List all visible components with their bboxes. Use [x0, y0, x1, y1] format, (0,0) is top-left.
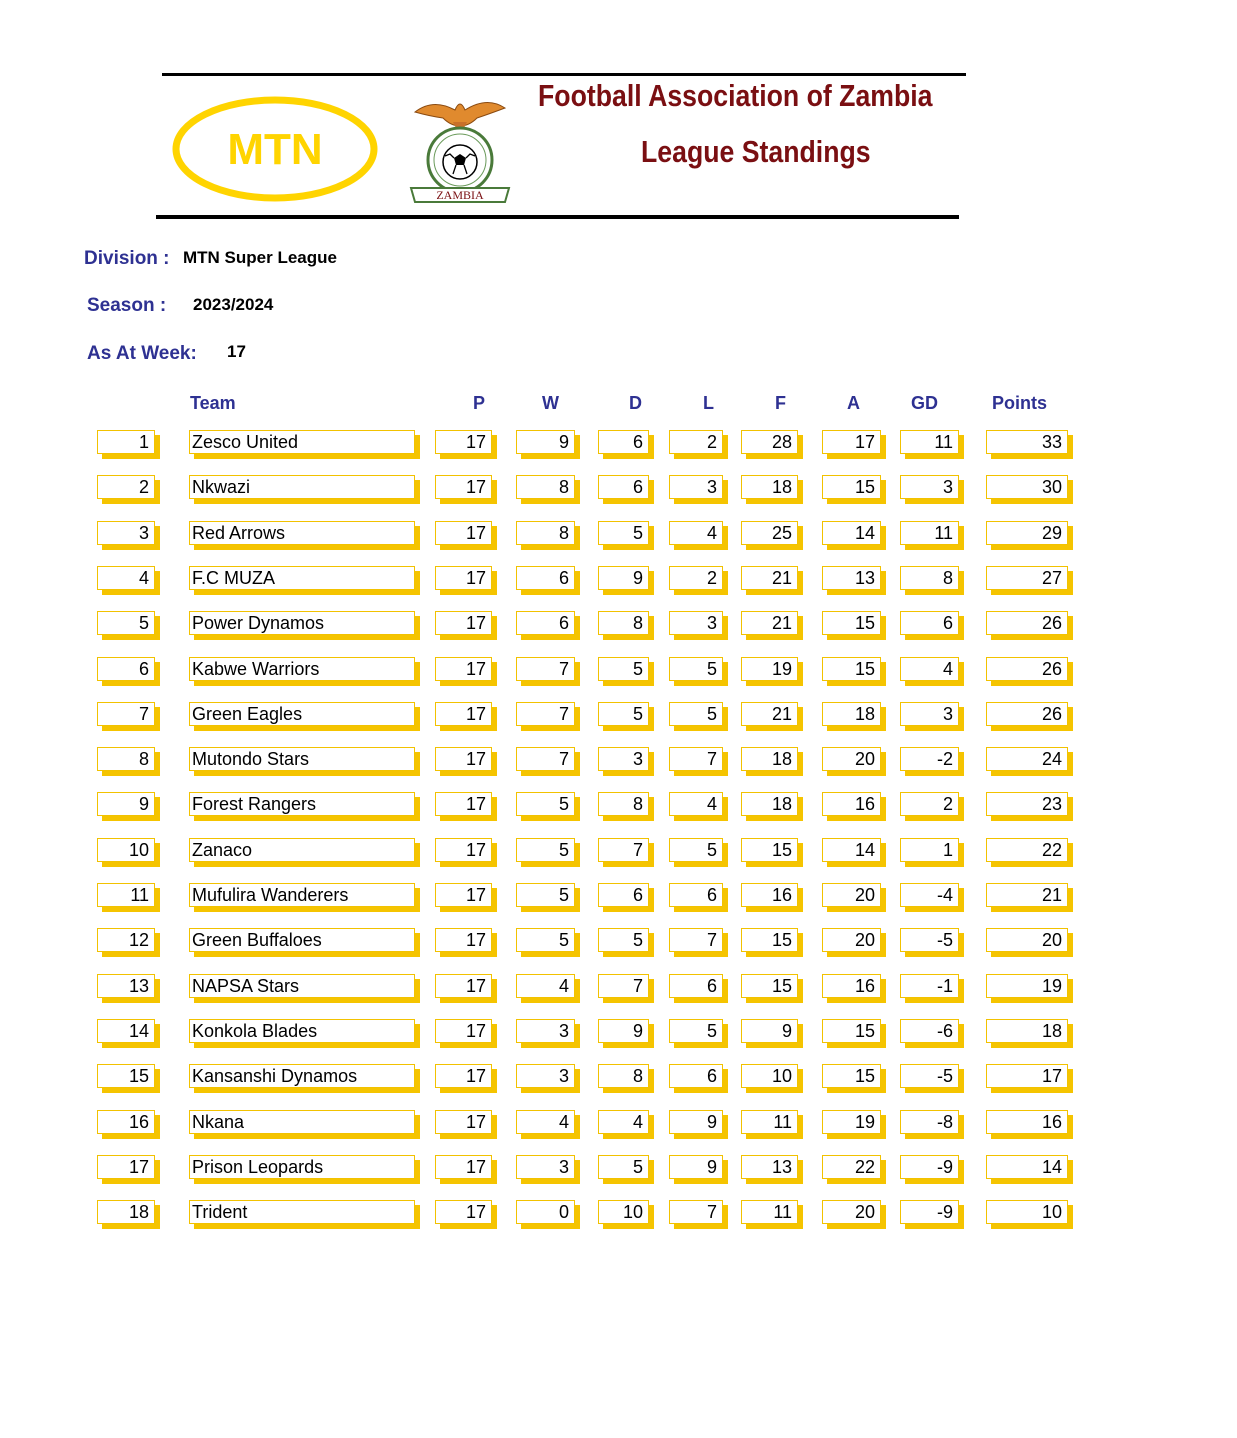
points-cell: 27: [986, 566, 1068, 590]
drawn-cell: 3: [598, 747, 649, 771]
position-cell: 14: [97, 1019, 155, 1043]
goals-for-cell: 10: [741, 1064, 798, 1088]
won-cell: 3: [516, 1064, 575, 1088]
points-cell: 18: [986, 1019, 1068, 1043]
drawn-cell: 6: [598, 430, 649, 454]
won-cell: 3: [516, 1019, 575, 1043]
goal-difference-cell: -2: [900, 747, 959, 771]
header-rule-bottom: [156, 215, 959, 219]
points-cell: 26: [986, 611, 1068, 635]
won-cell: 8: [516, 475, 575, 499]
points-cell: 16: [986, 1110, 1068, 1134]
goal-difference-cell: 3: [900, 475, 959, 499]
drawn-cell: 9: [598, 566, 649, 590]
won-cell: 9: [516, 430, 575, 454]
goal-difference-cell: -5: [900, 1064, 959, 1088]
drawn-cell: 4: [598, 1110, 649, 1134]
played-cell: 17: [435, 566, 492, 590]
goals-against-cell: 15: [822, 611, 881, 635]
position-cell: 17: [97, 1155, 155, 1179]
team-name-cell: Nkana: [189, 1110, 415, 1134]
lost-cell: 5: [669, 657, 723, 681]
goal-difference-cell: -9: [900, 1200, 959, 1224]
goals-for-cell: 21: [741, 611, 798, 635]
won-cell: 0: [516, 1200, 575, 1224]
points-cell: 30: [986, 475, 1068, 499]
goals-for-cell: 19: [741, 657, 798, 681]
team-name-cell: Zanaco: [189, 838, 415, 862]
goal-difference-cell: -6: [900, 1019, 959, 1043]
goals-against-cell: 13: [822, 566, 881, 590]
played-cell: 17: [435, 521, 492, 545]
goal-difference-cell: 11: [900, 521, 959, 545]
points-cell: 17: [986, 1064, 1068, 1088]
goals-against-cell: 14: [822, 521, 881, 545]
position-cell: 10: [97, 838, 155, 862]
goal-difference-cell: -9: [900, 1155, 959, 1179]
won-cell: 5: [516, 838, 575, 862]
points-cell: 23: [986, 792, 1068, 816]
team-name-cell: Konkola Blades: [189, 1019, 415, 1043]
drawn-cell: 8: [598, 611, 649, 635]
week-value: 17: [227, 342, 246, 361]
col-header-drawn: D: [629, 393, 642, 413]
played-cell: 17: [435, 928, 492, 952]
lost-cell: 7: [669, 1200, 723, 1224]
goal-difference-cell: -1: [900, 974, 959, 998]
team-name-cell: Mufulira Wanderers: [189, 883, 415, 907]
goal-difference-cell: 3: [900, 702, 959, 726]
goals-against-cell: 20: [822, 747, 881, 771]
played-cell: 17: [435, 1064, 492, 1088]
goals-for-cell: 18: [741, 792, 798, 816]
played-cell: 17: [435, 657, 492, 681]
lost-cell: 3: [669, 611, 723, 635]
position-cell: 5: [97, 611, 155, 635]
col-header-points: Points: [992, 393, 1048, 413]
won-cell: 7: [516, 747, 575, 771]
faz-crest-logo: [403, 92, 517, 208]
goal-difference-cell: 8: [900, 566, 959, 590]
drawn-cell: 6: [598, 883, 649, 907]
won-cell: 6: [516, 611, 575, 635]
week-label: As At Week:: [87, 343, 197, 364]
won-cell: 3: [516, 1155, 575, 1179]
drawn-cell: 5: [598, 521, 649, 545]
drawn-cell: 8: [598, 792, 649, 816]
team-name-cell: Kansanshi Dynamos: [189, 1064, 415, 1088]
drawn-cell: 6: [598, 475, 649, 499]
team-name-cell: Red Arrows: [189, 521, 415, 545]
goals-for-cell: 18: [741, 475, 798, 499]
goals-against-cell: 18: [822, 702, 881, 726]
position-cell: 15: [97, 1064, 155, 1088]
points-cell: 29: [986, 521, 1068, 545]
position-cell: 6: [97, 657, 155, 681]
won-cell: 5: [516, 792, 575, 816]
lost-cell: 9: [669, 1110, 723, 1134]
goals-for-cell: 13: [741, 1155, 798, 1179]
goals-for-cell: 11: [741, 1200, 798, 1224]
goals-for-cell: 15: [741, 928, 798, 952]
lost-cell: 5: [669, 838, 723, 862]
team-name-cell: Zesco United: [189, 430, 415, 454]
won-cell: 5: [516, 928, 575, 952]
col-header-won: W: [542, 393, 559, 413]
col-header-goal-difference: GD: [911, 393, 938, 413]
played-cell: 17: [435, 838, 492, 862]
team-name-cell: Power Dynamos: [189, 611, 415, 635]
col-header-played: P: [473, 393, 486, 413]
drawn-cell: 8: [598, 1064, 649, 1088]
played-cell: 17: [435, 1155, 492, 1179]
goals-against-cell: 15: [822, 1064, 881, 1088]
goals-against-cell: 16: [822, 792, 881, 816]
goals-against-cell: 22: [822, 1155, 881, 1179]
lost-cell: 4: [669, 521, 723, 545]
mtn-logo-text: MTN: [227, 125, 323, 174]
goals-against-cell: 19: [822, 1110, 881, 1134]
played-cell: 17: [435, 747, 492, 771]
team-name-cell: Trident: [189, 1200, 415, 1224]
lost-cell: 4: [669, 792, 723, 816]
lost-cell: 6: [669, 883, 723, 907]
played-cell: 17: [435, 702, 492, 726]
season-label: Season :: [87, 295, 167, 316]
drawn-cell: 7: [598, 838, 649, 862]
faz-crest-text: ZAMBIA: [436, 188, 484, 202]
goals-against-cell: 14: [822, 838, 881, 862]
position-cell: 18: [97, 1200, 155, 1224]
played-cell: 17: [435, 883, 492, 907]
played-cell: 17: [435, 1200, 492, 1224]
col-header-against: A: [847, 393, 860, 413]
col-header-lost: L: [703, 393, 714, 413]
goals-for-cell: 15: [741, 838, 798, 862]
goal-difference-cell: 6: [900, 611, 959, 635]
points-cell: 21: [986, 883, 1068, 907]
team-name-cell: Forest Rangers: [189, 792, 415, 816]
goals-against-cell: 15: [822, 657, 881, 681]
drawn-cell: 9: [598, 1019, 649, 1043]
goals-against-cell: 15: [822, 475, 881, 499]
mtn-logo: [172, 96, 378, 202]
points-cell: 19: [986, 974, 1068, 998]
played-cell: 17: [435, 611, 492, 635]
col-header-for: F: [775, 393, 786, 413]
goals-for-cell: 18: [741, 747, 798, 771]
played-cell: 17: [435, 792, 492, 816]
won-cell: 5: [516, 883, 575, 907]
goals-against-cell: 20: [822, 928, 881, 952]
goal-difference-cell: 2: [900, 792, 959, 816]
goals-against-cell: 17: [822, 430, 881, 454]
position-cell: 3: [97, 521, 155, 545]
played-cell: 17: [435, 475, 492, 499]
team-name-cell: F.C MUZA: [189, 566, 415, 590]
goal-difference-cell: 1: [900, 838, 959, 862]
season-value: 2023/2024: [193, 295, 274, 314]
points-cell: 10: [986, 1200, 1068, 1224]
played-cell: 17: [435, 1110, 492, 1134]
goals-for-cell: 28: [741, 430, 798, 454]
lost-cell: 9: [669, 1155, 723, 1179]
lost-cell: 2: [669, 430, 723, 454]
team-name-cell: Mutondo Stars: [189, 747, 415, 771]
position-cell: 11: [97, 883, 155, 907]
lost-cell: 6: [669, 1064, 723, 1088]
team-name-cell: NAPSA Stars: [189, 974, 415, 998]
team-name-cell: Nkwazi: [189, 475, 415, 499]
goals-for-cell: 25: [741, 521, 798, 545]
position-cell: 9: [97, 792, 155, 816]
position-cell: 13: [97, 974, 155, 998]
team-name-cell: Kabwe Warriors: [189, 657, 415, 681]
won-cell: 7: [516, 657, 575, 681]
goal-difference-cell: 11: [900, 430, 959, 454]
team-name-cell: Green Buffaloes: [189, 928, 415, 952]
goals-against-cell: 15: [822, 1019, 881, 1043]
points-cell: 26: [986, 702, 1068, 726]
goals-for-cell: 11: [741, 1110, 798, 1134]
played-cell: 17: [435, 974, 492, 998]
page-subtitle: League Standings: [641, 134, 871, 169]
division-value: MTN Super League: [183, 248, 337, 267]
points-cell: 24: [986, 747, 1068, 771]
goal-difference-cell: -5: [900, 928, 959, 952]
points-cell: 26: [986, 657, 1068, 681]
goals-against-cell: 20: [822, 1200, 881, 1224]
goals-for-cell: 9: [741, 1019, 798, 1043]
points-cell: 14: [986, 1155, 1068, 1179]
drawn-cell: 10: [598, 1200, 649, 1224]
lost-cell: 5: [669, 1019, 723, 1043]
drawn-cell: 7: [598, 974, 649, 998]
drawn-cell: 5: [598, 702, 649, 726]
position-cell: 1: [97, 430, 155, 454]
lost-cell: 7: [669, 747, 723, 771]
goals-against-cell: 20: [822, 883, 881, 907]
points-cell: 33: [986, 430, 1068, 454]
lost-cell: 5: [669, 702, 723, 726]
won-cell: 4: [516, 974, 575, 998]
won-cell: 4: [516, 1110, 575, 1134]
points-cell: 22: [986, 838, 1068, 862]
page-title: Football Association of Zambia: [538, 78, 933, 113]
position-cell: 8: [97, 747, 155, 771]
played-cell: 17: [435, 430, 492, 454]
goal-difference-cell: 4: [900, 657, 959, 681]
won-cell: 6: [516, 566, 575, 590]
lost-cell: 7: [669, 928, 723, 952]
played-cell: 17: [435, 1019, 492, 1043]
goals-for-cell: 21: [741, 566, 798, 590]
won-cell: 8: [516, 521, 575, 545]
goals-for-cell: 15: [741, 974, 798, 998]
goal-difference-cell: -8: [900, 1110, 959, 1134]
goals-for-cell: 16: [741, 883, 798, 907]
team-name-cell: Green Eagles: [189, 702, 415, 726]
drawn-cell: 5: [598, 1155, 649, 1179]
lost-cell: 6: [669, 974, 723, 998]
won-cell: 7: [516, 702, 575, 726]
goals-for-cell: 21: [741, 702, 798, 726]
position-cell: 4: [97, 566, 155, 590]
points-cell: 20: [986, 928, 1068, 952]
division-label: Division :: [84, 248, 170, 269]
goal-difference-cell: -4: [900, 883, 959, 907]
position-cell: 16: [97, 1110, 155, 1134]
drawn-cell: 5: [598, 928, 649, 952]
drawn-cell: 5: [598, 657, 649, 681]
position-cell: 7: [97, 702, 155, 726]
col-header-team: Team: [190, 393, 236, 413]
lost-cell: 3: [669, 475, 723, 499]
position-cell: 2: [97, 475, 155, 499]
goals-against-cell: 16: [822, 974, 881, 998]
lost-cell: 2: [669, 566, 723, 590]
header-rule-top: [162, 73, 966, 76]
team-name-cell: Prison Leopards: [189, 1155, 415, 1179]
position-cell: 12: [97, 928, 155, 952]
